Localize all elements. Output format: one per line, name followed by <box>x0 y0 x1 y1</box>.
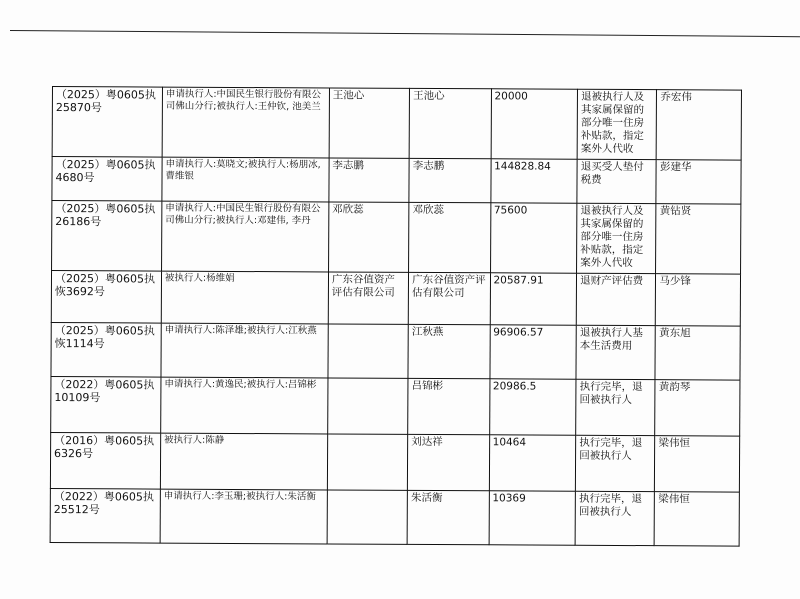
amount: 20986.5 <box>489 379 576 435</box>
amount: 144828.84 <box>490 159 577 203</box>
table-row <box>52 87 741 161</box>
amount: 10369 <box>489 491 576 545</box>
amount: 75600 <box>490 203 577 273</box>
table-row <box>52 201 741 275</box>
payee <box>327 434 408 490</box>
amount: 96906.57 <box>489 325 576 379</box>
judge: 梁伟恒 <box>655 436 740 492</box>
payee: 王池心 <box>329 88 410 158</box>
case-number: （2016）粤0605执6326号 <box>50 432 160 489</box>
page-edge-line <box>10 30 800 37</box>
parties: 申请执行人:黄逸民;被执行人:吕锦彬 <box>161 377 328 434</box>
amount: 20587.91 <box>490 273 577 325</box>
recipient: 邓欣蕊 <box>409 202 491 272</box>
table-row <box>51 271 740 327</box>
case-number: （2025）粤0605执4680号 <box>52 157 162 202</box>
reason: 执行完毕，退回被执行人 <box>576 435 656 491</box>
parties: 申请执行人:中国民生银行股份有限公司佛山分行;被执行人:王仲钦, 池美兰 <box>162 87 329 158</box>
parties: 被执行人:杨维娟 <box>161 271 328 324</box>
reason: 退财产评估费 <box>576 273 656 325</box>
parties: 被执行人:陈静 <box>160 433 327 490</box>
payee <box>328 324 409 378</box>
recipient: 江秋燕 <box>408 324 490 378</box>
parties: 申请执行人:莫晓文;被执行人:杨朋冰, 曹维银 <box>162 157 329 202</box>
payee <box>328 378 409 434</box>
recipient: 朱活衡 <box>407 490 489 544</box>
reason: 执行完毕，退回被执行人 <box>575 491 655 545</box>
table-row <box>51 376 740 436</box>
payee: 李志鹏 <box>329 158 410 202</box>
amount: 10464 <box>489 435 576 491</box>
judge: 黄东旭 <box>655 326 740 380</box>
case-number: （2022）粤0605执25512号 <box>50 488 160 543</box>
judge: 黄钻贤 <box>656 204 741 274</box>
refund-records-table <box>50 86 742 547</box>
judge: 黄韵琴 <box>655 380 740 436</box>
payee <box>327 490 408 544</box>
reason: 退被执行人基本生活费用 <box>576 325 656 379</box>
table-row <box>52 157 741 205</box>
case-number: （2025）粤0605执恢1114号 <box>51 322 161 377</box>
recipient: 王池心 <box>409 88 491 158</box>
case-number: （2025）粤0605执26186号 <box>52 201 162 272</box>
recipient: 刘达祥 <box>408 434 490 490</box>
judge: 乔宏伟 <box>657 90 742 160</box>
case-number: （2022）粤0605执10109号 <box>51 376 161 433</box>
table-row <box>50 432 739 492</box>
parties: 申请执行人:中国民生银行股份有限公司佛山分行;被执行人:邓建伟, 李丹 <box>161 201 328 272</box>
judge: 马少锋 <box>656 274 741 326</box>
case-number: （2025）粤0605执25870号 <box>52 87 162 158</box>
payee: 邓欣蕊 <box>328 202 409 272</box>
reason: 执行完毕，退回被执行人 <box>576 379 656 435</box>
recipient: 李志鹏 <box>409 158 491 202</box>
payee: 广东谷值资产评估有限公司 <box>328 272 409 324</box>
judge: 彭建华 <box>656 160 741 204</box>
reason: 退买受人垫付税费 <box>577 159 656 203</box>
parties: 申请执行人:陈泽雄;被执行人:江秋燕 <box>161 323 328 378</box>
recipient: 吕锦彬 <box>408 378 490 434</box>
recipient: 广东谷值资产评估有限公司 <box>408 272 490 324</box>
table-row <box>50 488 739 546</box>
table-row <box>51 322 740 380</box>
case-number: （2025）粤0605执恢3692号 <box>51 271 161 324</box>
parties: 申请执行人:李玉珊;被执行人:朱活衡 <box>160 489 327 544</box>
judge: 梁伟恒 <box>655 492 740 546</box>
reason: 退被执行人及其家属保留的部分唯一住房补贴款，指定案外人代收 <box>577 89 657 159</box>
amount: 20000 <box>491 89 578 159</box>
reason: 退被执行人及其家属保留的部分唯一住房补贴款，指定案外人代收 <box>577 203 657 273</box>
